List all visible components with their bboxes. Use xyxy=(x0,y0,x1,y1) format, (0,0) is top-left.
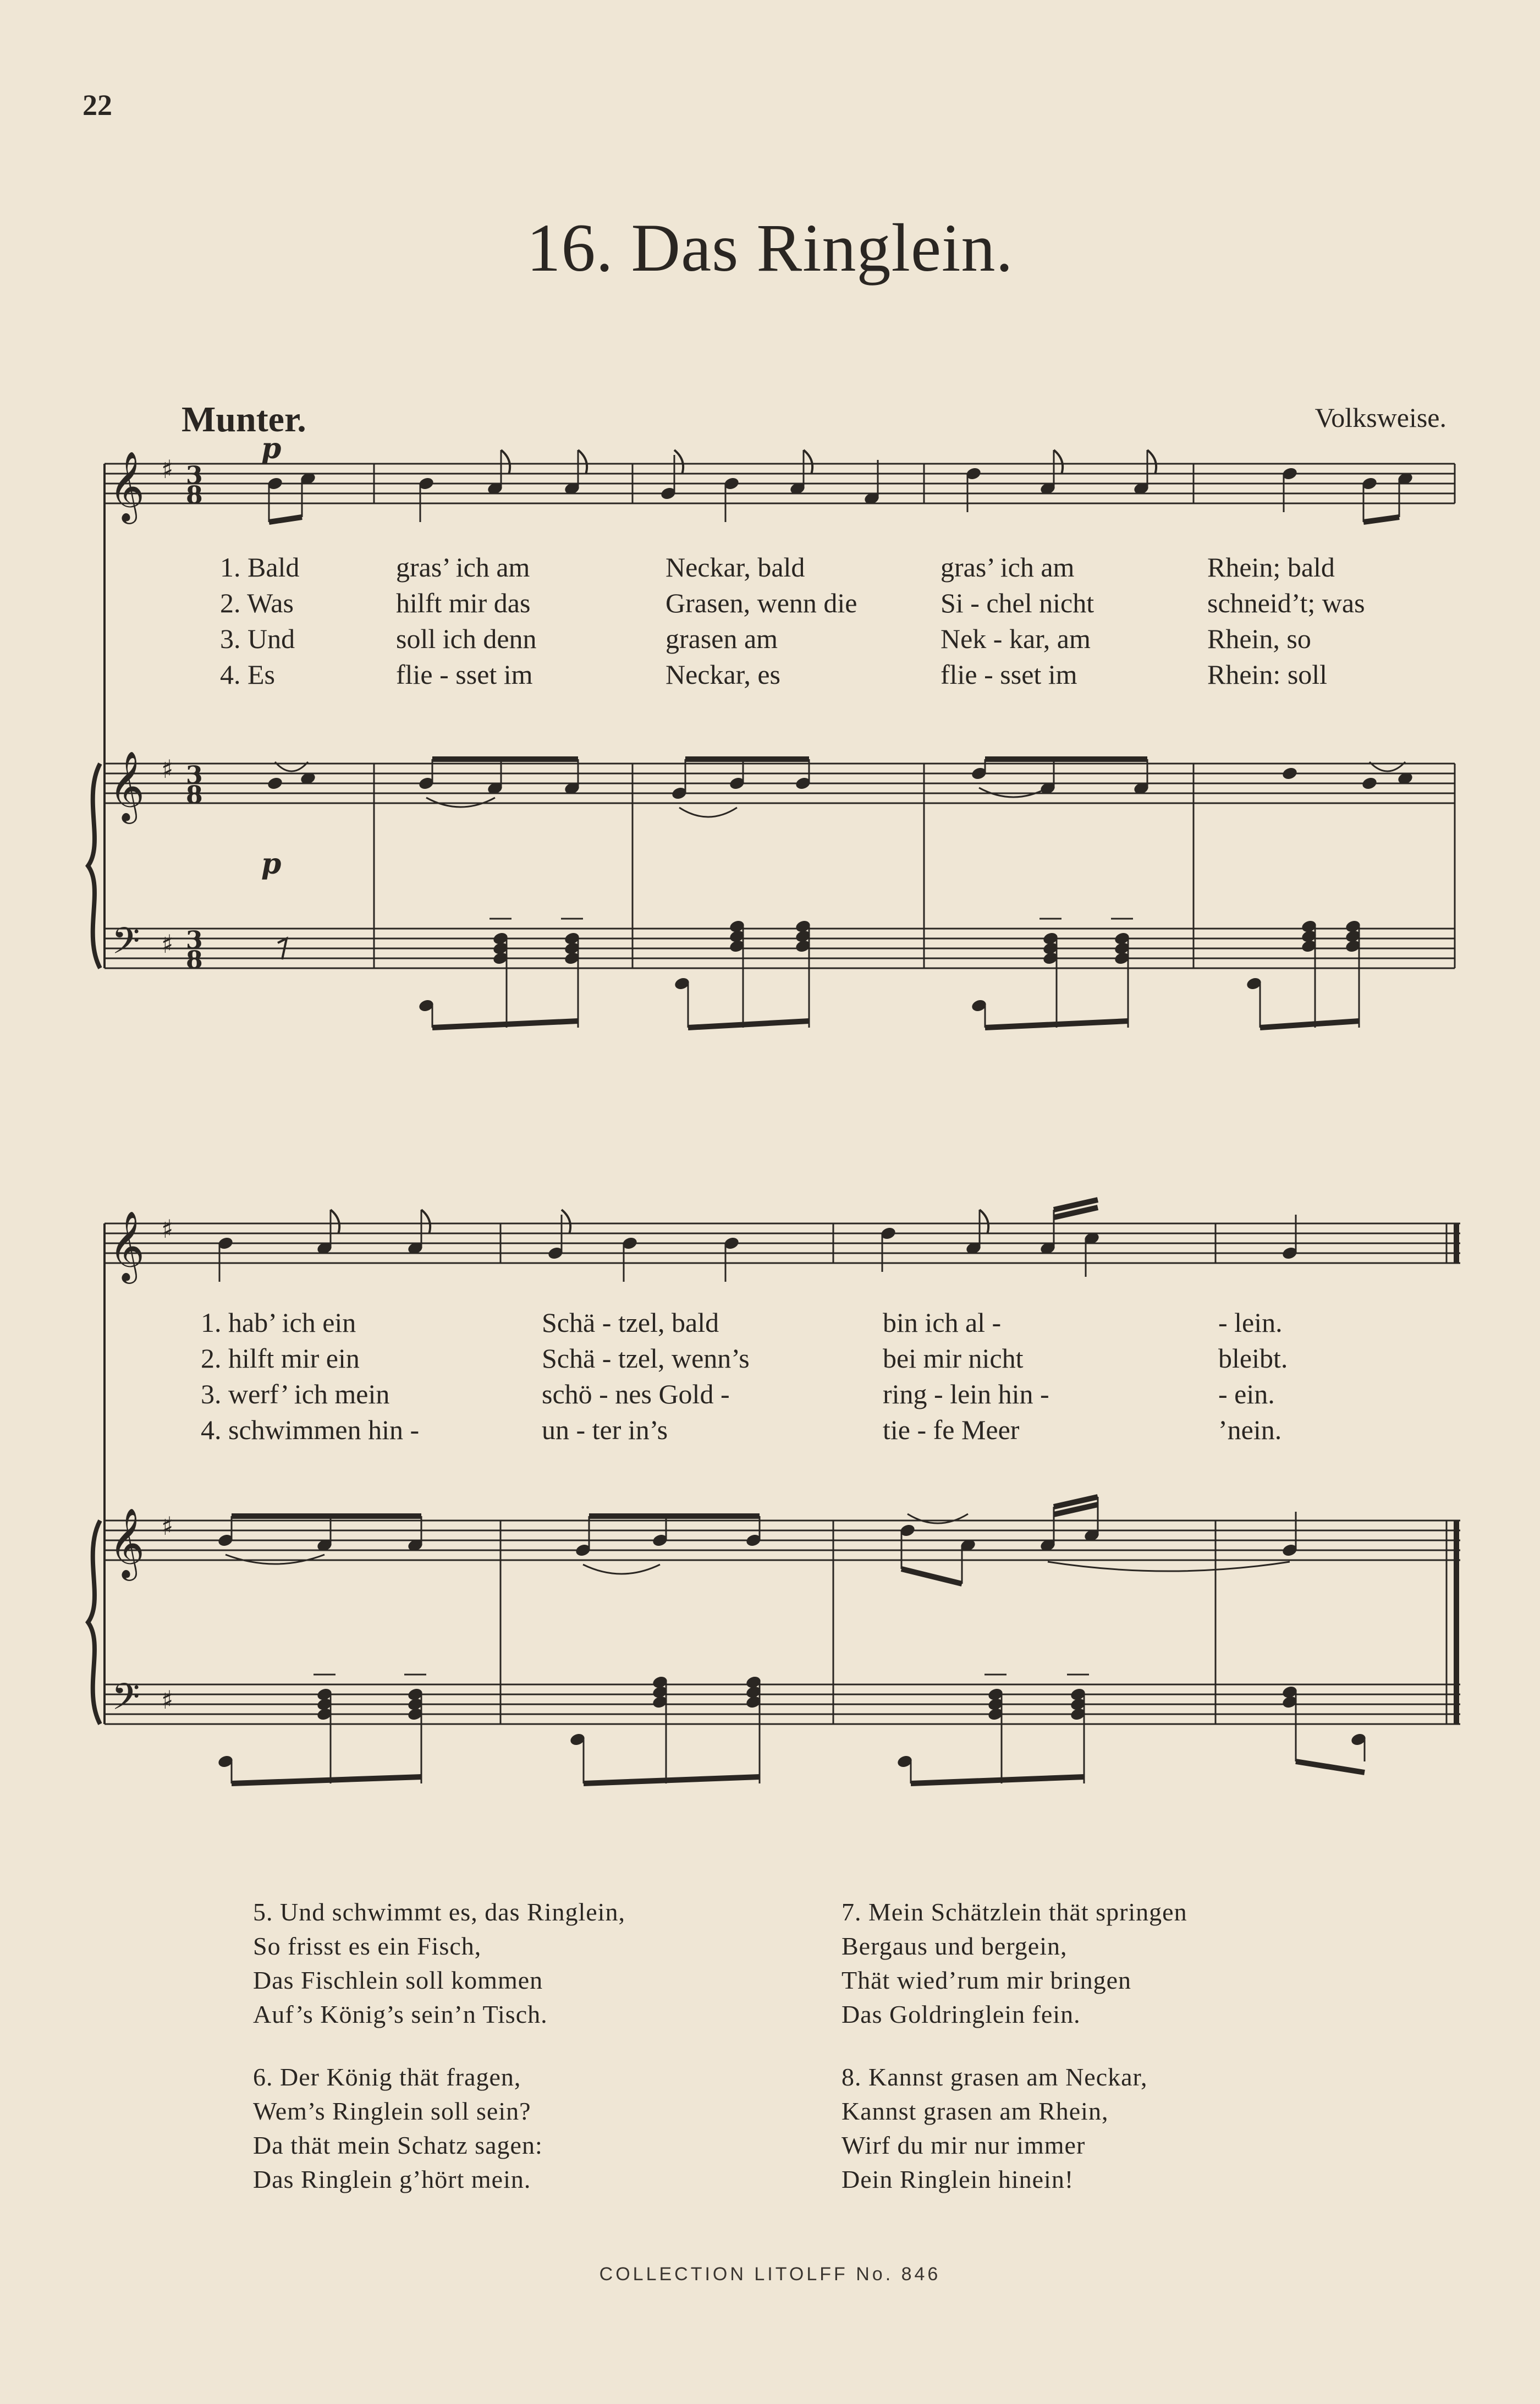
lyric2-verse-1-segment: bin ich al - xyxy=(883,1307,1002,1338)
piano-rh-note xyxy=(1282,766,1299,781)
piano-lh-beam xyxy=(911,1777,1084,1783)
page-number: 22 xyxy=(82,89,112,122)
verses-right xyxy=(842,1895,1187,2225)
lyric2-verse-3-segment: schö - nes Gold - xyxy=(542,1379,730,1409)
voice-flag xyxy=(331,1210,339,1234)
sharp-icon: ♯ xyxy=(161,454,174,484)
lyric1-verse-3-segment: Rhein, so xyxy=(1207,623,1311,654)
voice-flag xyxy=(562,1210,570,1234)
piano-slur xyxy=(1048,1562,1290,1571)
lyric2-verse-2-segment: bei mir nicht xyxy=(883,1343,1024,1374)
time-signature-top: 3 xyxy=(186,462,203,490)
lyric1-verse-2-segment: schneid’t; was xyxy=(1207,588,1365,618)
lyric1-verse-2-segment: 2. Was xyxy=(220,588,294,618)
lyric2-verse-3-segment: 3. werf’ ich mein xyxy=(201,1379,390,1409)
piano-lh-beam xyxy=(232,1777,421,1783)
lyric1-verse-4-segment: Neckar, es xyxy=(666,659,780,690)
verse-line: Bergaus und bergein, xyxy=(842,1932,1068,1960)
voice-staff-2 xyxy=(105,1223,1460,1263)
collection-footer: COLLECTION LITOLFF No. 846 xyxy=(599,2264,941,2285)
piano-slur xyxy=(679,808,737,817)
lyric1-verse-1-segment: gras’ ich am xyxy=(941,552,1075,583)
lyric1-verse-1-segment: gras’ ich am xyxy=(396,552,530,583)
lyric1-verse-1-segment: Rhein; bald xyxy=(1207,552,1335,583)
lyric1-verse-2-segment: hilft mir das xyxy=(396,588,531,618)
lyric2-verse-3-segment: ring - lein hin - xyxy=(883,1379,1049,1409)
verse-line: 8. Kannst grasen am Neckar, xyxy=(842,2063,1148,2091)
stanza-6 xyxy=(253,2060,625,2197)
verses-left xyxy=(253,1895,625,2225)
lyric1-verse-4-segment: Rhein: soll xyxy=(1207,659,1328,690)
verse-line: Das Fischlein soll kommen xyxy=(253,1966,543,1994)
lyric1-verse-2-segment: Grasen, wenn die xyxy=(666,588,857,618)
treble-clef-icon: 𝄞 xyxy=(109,451,145,521)
piano-brace xyxy=(88,1521,100,1724)
lyric1-verse-3-segment: Nek - kar, am xyxy=(941,623,1091,654)
lyric1-verse-3-segment: soll ich denn xyxy=(396,623,537,654)
treble-clef-icon: 𝄞 xyxy=(109,750,145,821)
tempo-marking: Munter. xyxy=(182,399,306,440)
lyric2-verse-4-segment: tie - fe Meer xyxy=(883,1414,1020,1445)
voice-flag xyxy=(804,450,812,474)
verse-line: Dein Ringlein hinein! xyxy=(842,2165,1074,2193)
voice-flag xyxy=(1054,450,1063,474)
piano-slur xyxy=(583,1565,660,1574)
lyric2-verse-1-segment: 1. hab’ ich ein xyxy=(201,1307,356,1338)
verse-line: Thät wied’rum mir bringen xyxy=(842,1966,1132,1994)
verse-line: 6. Der König thät fragen, xyxy=(253,2063,521,2091)
dynamic-marking-voice: p xyxy=(261,432,282,465)
sharp-icon: ♯ xyxy=(161,1685,174,1715)
time-signature-top: 3 xyxy=(186,761,203,789)
lyric1-verse-1-segment: 1. Bald xyxy=(220,552,300,583)
piano-rh-note xyxy=(267,776,284,791)
verse-line: Das Ringlein g’hört mein. xyxy=(253,2165,531,2193)
lyric2-verse-2-segment: Schä - tzel, wenn’s xyxy=(542,1343,750,1374)
lyric2-verse-4-segment: ’nein. xyxy=(1218,1414,1282,1445)
voice-flag xyxy=(674,450,683,474)
lyric1-verse-2-segment: Si - chel nicht xyxy=(941,588,1094,618)
piano-rh-beam xyxy=(901,1569,962,1584)
verse-line: Wirf du mir nur immer xyxy=(842,2131,1086,2159)
verse-line: 7. Mein Schätzlein thät springen xyxy=(842,1898,1187,1926)
sharp-icon: ♯ xyxy=(161,754,174,784)
verse-line: So frisst es ein Fisch, xyxy=(253,1932,482,1960)
lyric1-verse-4-segment: flie - sset im xyxy=(396,659,533,690)
treble-clef-icon: 𝄞 xyxy=(109,1210,145,1281)
lyric2-verse-4-segment: 4. schwimmen hin - xyxy=(201,1414,420,1445)
treble-clef-icon: 𝄞 xyxy=(109,1507,145,1578)
sharp-icon: ♯ xyxy=(161,1214,174,1244)
sharp-icon: ♯ xyxy=(161,1511,174,1541)
piano-lh-beam xyxy=(985,1021,1128,1028)
piano-lh-beam xyxy=(688,1021,809,1028)
voice-flag xyxy=(1147,450,1156,474)
voice-flag xyxy=(501,450,510,474)
stanza-8 xyxy=(842,2060,1187,2197)
voice-flag xyxy=(578,450,587,474)
voice-flag xyxy=(980,1210,988,1234)
bass-clef-icon: 𝄢 xyxy=(112,920,140,971)
verse-line: Kannst grasen am Rhein, xyxy=(842,2097,1109,2125)
piano-slur xyxy=(908,1514,968,1523)
time-signature-bottom: 8 xyxy=(186,781,203,809)
verse-line: Wem’s Ringlein soll sein? xyxy=(253,2097,531,2125)
piano-rh-note xyxy=(1361,776,1378,791)
piano-brace xyxy=(88,764,100,968)
voice-flag xyxy=(421,1210,430,1234)
lyric1-verse-1-segment: Neckar, bald xyxy=(666,552,805,583)
lyric1-verse-3-segment: 3. Und xyxy=(220,623,295,654)
piano-treble-staff-2 xyxy=(105,1521,1460,1560)
dynamic-marking-piano: p xyxy=(261,847,282,881)
piano-lh-beam xyxy=(1296,1761,1365,1772)
lyric1-verse-4-segment: flie - sset im xyxy=(941,659,1077,690)
lyric1-verse-3-segment: grasen am xyxy=(666,623,778,654)
time-signature-bottom: 8 xyxy=(186,481,203,509)
verse-line: Da thät mein Schatz sagen: xyxy=(253,2131,543,2159)
lyric2-verse-2-segment: bleibt. xyxy=(1218,1343,1288,1374)
lyric2-verse-2-segment: 2. hilft mir ein xyxy=(201,1343,360,1374)
piano-bass-staff-1 xyxy=(105,929,1455,968)
voice-beam xyxy=(269,517,302,522)
piano-lh-beam xyxy=(432,1021,578,1028)
lyric1-verse-4-segment: 4. Es xyxy=(220,659,275,690)
verse-line: Das Goldringlein fein. xyxy=(842,2000,1081,2028)
song-title: 16. Das Ringlein. xyxy=(526,210,1014,286)
bass-clef-icon: 𝄢 xyxy=(112,1676,140,1727)
piano-bass-staff-2 xyxy=(105,1684,1460,1724)
time-signature-top: 3 xyxy=(186,926,203,954)
verse-line: Auf’s König’s sein’n Tisch. xyxy=(253,2000,548,2028)
sharp-icon: ♯ xyxy=(161,929,174,959)
lyric2-verse-4-segment: un - ter in’s xyxy=(542,1414,668,1445)
piano-lh-beam xyxy=(1260,1021,1359,1028)
voice-beam xyxy=(1363,517,1399,522)
source-attribution: Volksweise. xyxy=(1314,402,1447,433)
lyric2-verse-1-segment: Schä - tzel, bald xyxy=(542,1307,719,1338)
piano-lh-beam xyxy=(584,1777,760,1783)
stanza-7 xyxy=(842,1895,1187,2032)
lyric2-verse-3-segment: - ein. xyxy=(1218,1379,1275,1409)
verse-line: 5. Und schwimmt es, das Ringlein, xyxy=(253,1898,625,1926)
stanza-5 xyxy=(253,1895,625,2032)
time-signature-bottom: 8 xyxy=(186,946,203,974)
lyric2-verse-1-segment: - lein. xyxy=(1218,1307,1283,1338)
